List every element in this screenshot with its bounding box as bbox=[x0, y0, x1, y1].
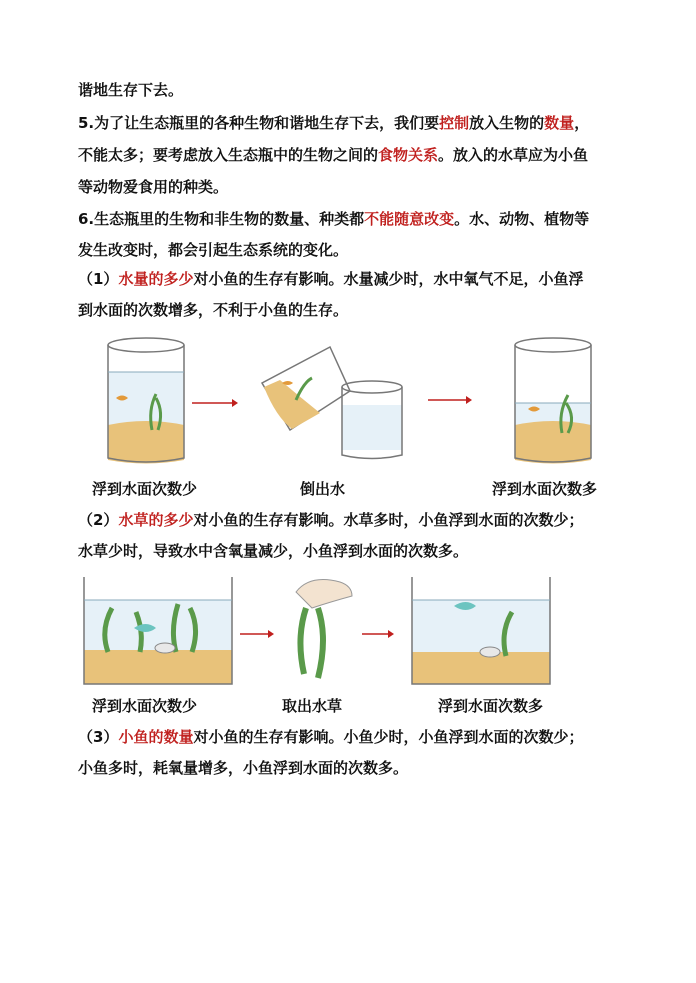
text: 对小鱼的生存有影响。水草多时，小鱼浮到水面的次数少； bbox=[193, 511, 584, 529]
text: 不能太多；要考虑放入生态瓶中的生物之间的 bbox=[78, 146, 379, 164]
arrow-3-head bbox=[268, 630, 274, 638]
text: 5.为了让生态瓶里的各种生物和谐地生存下去，我们要 bbox=[78, 114, 440, 132]
text: 到水面的次数增多，不利于小鱼的生存。 bbox=[78, 301, 349, 319]
text: 放入生物的 bbox=[469, 114, 545, 132]
paragraph-6-line-2 bbox=[78, 240, 348, 260]
highlight: 食物关系 bbox=[378, 146, 439, 164]
text: 谐地生存下去。 bbox=[78, 81, 184, 99]
figure-2-water-plants bbox=[0, 572, 696, 692]
section-1-line-1 bbox=[78, 269, 583, 289]
figure-1-caption-3: 浮到水面次数多 bbox=[492, 480, 598, 498]
paragraph-5-line-1 bbox=[78, 113, 589, 133]
tank-many-plants bbox=[84, 577, 232, 684]
arrow-1-head bbox=[232, 399, 238, 407]
section-2-line-2 bbox=[78, 541, 468, 561]
hand-holding-plants bbox=[296, 580, 352, 678]
jar-tilted-pouring bbox=[262, 347, 350, 430]
paragraph-5-line-3 bbox=[78, 177, 228, 197]
section-3-line-1 bbox=[78, 727, 583, 747]
paragraph-line bbox=[78, 80, 183, 100]
text: 等动物爱食用的种类。 bbox=[78, 178, 229, 196]
section-2-line-1 bbox=[78, 510, 583, 530]
highlight: 小鱼的数量 bbox=[118, 728, 194, 746]
paragraph-5-line-2 bbox=[78, 145, 588, 165]
text: （2） bbox=[78, 511, 119, 529]
jar-low-water bbox=[515, 338, 591, 464]
highlight: 不能随意改变 bbox=[364, 210, 455, 228]
figure-2-caption-2: 取出水草 bbox=[282, 697, 343, 715]
paragraph-6-line-1 bbox=[78, 209, 589, 229]
tank-few-plants bbox=[412, 577, 550, 684]
text: 。水、动物、植物等 bbox=[454, 210, 590, 228]
figure-2-caption-1: 浮到水面次数少 bbox=[92, 697, 198, 715]
arrow-2-head bbox=[466, 396, 472, 404]
text: 对小鱼的生存有影响。水量减少时，水中氧气不足，小鱼浮 bbox=[193, 270, 584, 288]
text: 。放入的水草应为小鱼 bbox=[438, 146, 589, 164]
figure-1-caption-1: 浮到水面次数少 bbox=[92, 480, 198, 498]
text: 6.生态瓶里的生物和非生物的数量、种类都 bbox=[78, 210, 365, 228]
text: （3） bbox=[78, 728, 119, 746]
highlight: 水量的多少 bbox=[118, 270, 194, 288]
section-3-line-2 bbox=[78, 758, 408, 778]
highlight: 水草的多少 bbox=[118, 511, 194, 529]
text: 发生改变时，都会引起生态系统的变化。 bbox=[78, 241, 349, 259]
figure-1-caption-2: 倒出水 bbox=[300, 480, 346, 498]
text: （1） bbox=[78, 270, 119, 288]
figure-2-caption-3: 浮到水面次数多 bbox=[438, 697, 544, 715]
figure-1-water-amount bbox=[0, 325, 696, 485]
highlight: 控制 bbox=[439, 114, 470, 132]
section-1-line-2 bbox=[78, 300, 348, 320]
text: 小鱼多时，耗氧量增多，小鱼浮到水面的次数多。 bbox=[78, 759, 409, 777]
jar-full-water bbox=[108, 338, 184, 464]
text: ， bbox=[574, 114, 590, 132]
text: 对小鱼的生存有影响。小鱼少时，小鱼浮到水面的次数少； bbox=[193, 728, 584, 746]
text: 水草少时，导致水中含氧量减少，小鱼浮到水面的次数多。 bbox=[78, 542, 469, 560]
arrow-4-head bbox=[388, 630, 394, 638]
jar-receiving bbox=[342, 381, 402, 459]
highlight: 数量 bbox=[544, 114, 575, 132]
